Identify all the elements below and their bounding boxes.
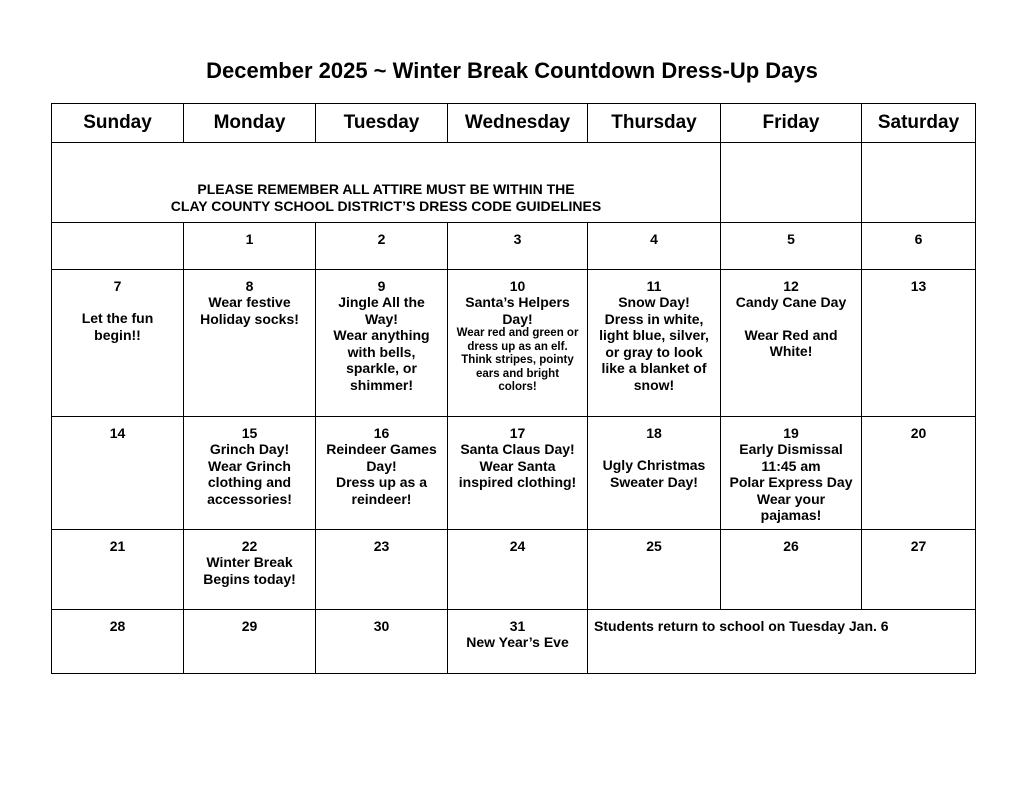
return-note: Students return to school on Tuesday Jan. 6: [594, 618, 889, 634]
notice-row: [52, 143, 976, 223]
event-text: Santa Claus Day!: [460, 441, 575, 457]
day-number: 8: [245, 278, 254, 294]
day-number: 19: [783, 425, 799, 441]
event-text: Day!: [502, 310, 533, 327]
day-cell: [184, 530, 316, 610]
event-text: Sweater Day!: [610, 473, 698, 490]
notice-line: PLEASE REMEMBER ALL ATTIRE MUST BE WITHIN THE: [197, 181, 575, 197]
weekday-header: Sunday: [52, 104, 184, 143]
day-cell: [184, 610, 316, 674]
day-cell: [448, 270, 588, 417]
event-text: Let the fun: [81, 310, 154, 326]
event-text: Begins today!: [203, 570, 296, 587]
event-detail-text: dress up as an elf.: [467, 340, 568, 353]
day-cell: [316, 223, 448, 270]
event-text: reindeer!: [351, 490, 412, 507]
day-cell: [588, 270, 721, 417]
event-text: Grinch Day!: [209, 441, 290, 457]
event-text: inspired clothing!: [458, 474, 577, 490]
day-number: 17: [509, 425, 526, 441]
event-text: Ugly Christmas: [602, 457, 706, 473]
event-text: Wear your: [756, 490, 826, 507]
day-number: 22: [241, 538, 258, 554]
event-text: light blue, silver,: [599, 327, 709, 343]
day-number: 11: [646, 278, 662, 294]
event-text: Jingle All the: [338, 294, 425, 310]
day-cell: [316, 610, 448, 674]
weekday-header: Monday: [184, 104, 316, 143]
weekday-header: Thursday: [588, 104, 721, 143]
day-number: 25: [646, 538, 662, 554]
day-cell: [862, 223, 976, 270]
day-cell: [721, 270, 862, 417]
day-cell: [316, 270, 448, 417]
day-cell: [316, 417, 448, 530]
event-text: White!: [769, 343, 813, 359]
event-text: Snow Day!: [618, 294, 690, 310]
day-cell: [52, 270, 184, 417]
empty-cell: [862, 143, 976, 223]
day-number: 28: [109, 618, 126, 634]
day-cell: [448, 417, 588, 530]
day-number: 15: [241, 425, 258, 441]
day-cell: [862, 270, 976, 417]
event-text: Day!: [366, 457, 397, 474]
event-detail-text: colors!: [498, 381, 537, 393]
event-text: sparkle, or: [346, 360, 417, 376]
event-text: Santa’s Helpers: [465, 294, 570, 310]
day-number: 18: [646, 425, 662, 441]
week-row: [52, 530, 976, 610]
empty-cell: [721, 143, 862, 223]
day-cell: [448, 223, 588, 270]
weekday-header: Tuesday: [316, 104, 448, 143]
day-number: 5: [787, 231, 795, 247]
empty-cell: [52, 223, 184, 270]
event-text: clothing and: [207, 474, 292, 490]
day-number: 2: [377, 231, 386, 247]
event-text: like a blanket of: [601, 360, 707, 376]
page-title: December 2025 ~ Winter Break Countdown Dress-Up Days: [206, 58, 818, 83]
day-cell: [588, 530, 721, 610]
event-text: Wear Grinch: [208, 457, 291, 474]
day-number: 1: [245, 231, 254, 247]
event-text: Holiday socks!: [200, 310, 299, 327]
event-text: shimmer!: [349, 376, 414, 393]
day-number: 3: [513, 231, 522, 247]
day-cell: [588, 417, 721, 530]
day-cell: [862, 530, 976, 610]
weekday-header-row: [52, 104, 976, 143]
week-row: [52, 223, 976, 270]
day-number: 27: [910, 538, 927, 554]
weekday-header: Wednesday: [448, 104, 588, 143]
dress-code-notice: [52, 143, 721, 223]
day-cell: [721, 530, 862, 610]
day-cell: [862, 417, 976, 530]
day-number: 30: [373, 618, 390, 634]
day-cell: [52, 530, 184, 610]
event-text: or gray to look: [605, 343, 703, 360]
week-row: [52, 610, 976, 674]
event-text: New Year’s Eve: [466, 634, 569, 650]
event-text: Early Dismissal: [739, 441, 843, 457]
day-number: 24: [509, 538, 526, 554]
day-cell: [721, 417, 862, 530]
week-row: [52, 417, 976, 530]
day-cell: [588, 223, 721, 270]
event-detail-text: Wear red and green or: [456, 327, 579, 339]
day-number: 9: [377, 278, 386, 294]
day-number: 6: [914, 231, 923, 247]
week-row: [52, 270, 976, 417]
event-text: pajamas!: [760, 507, 822, 523]
event-text: Wear anything: [333, 327, 430, 343]
event-text: Wear Santa: [479, 457, 556, 474]
notice-line: CLAY COUNTY SCHOOL DISTRICT’S DRESS CODE GUIDELINES: [170, 198, 602, 214]
event-text: Candy Cane Day: [735, 294, 847, 310]
day-cell: [448, 610, 588, 674]
event-detail-text: Think stripes, pointy: [461, 354, 574, 366]
day-number: 29: [241, 618, 258, 634]
day-number: 7: [113, 278, 122, 294]
event-text: Winter Break: [206, 554, 293, 570]
day-number: 12: [783, 278, 799, 294]
event-text: Wear Red and: [744, 326, 838, 343]
day-number: 4: [650, 231, 658, 247]
calendar-table: [51, 103, 976, 674]
event-text: Way!: [365, 310, 398, 327]
event-text: Wear festive: [208, 294, 291, 310]
return-note-cell: [588, 610, 976, 674]
weekday-header: Friday: [721, 104, 862, 143]
day-number: 14: [109, 425, 126, 441]
event-text: snow!: [633, 376, 675, 393]
event-detail-text: ears and bright: [475, 367, 560, 380]
day-cell: [52, 610, 184, 674]
day-cell: [52, 417, 184, 530]
day-number: 13: [910, 278, 927, 294]
day-cell: [184, 417, 316, 530]
day-cell: [721, 223, 862, 270]
event-text: begin!!: [94, 326, 141, 343]
day-number: 26: [783, 538, 799, 554]
weekday-header: Saturday: [862, 104, 976, 143]
day-number: 23: [373, 538, 390, 554]
day-cell: [316, 530, 448, 610]
event-text: Polar Express Day: [729, 474, 853, 490]
day-number: 16: [373, 425, 390, 441]
event-text: Reindeer Games: [326, 441, 437, 457]
day-number: 31: [509, 618, 526, 634]
day-number: 10: [509, 278, 526, 294]
event-text: 11:45 am: [761, 457, 821, 474]
day-cell: [184, 223, 316, 270]
day-cell: [448, 530, 588, 610]
day-number: 21: [109, 538, 126, 554]
day-cell: [184, 270, 316, 417]
event-text: Dress up as a: [335, 474, 428, 490]
event-text: with bells,: [347, 343, 416, 360]
day-number: 20: [910, 425, 927, 441]
event-text: Dress in white,: [604, 310, 704, 327]
event-text: accessories!: [207, 490, 292, 507]
